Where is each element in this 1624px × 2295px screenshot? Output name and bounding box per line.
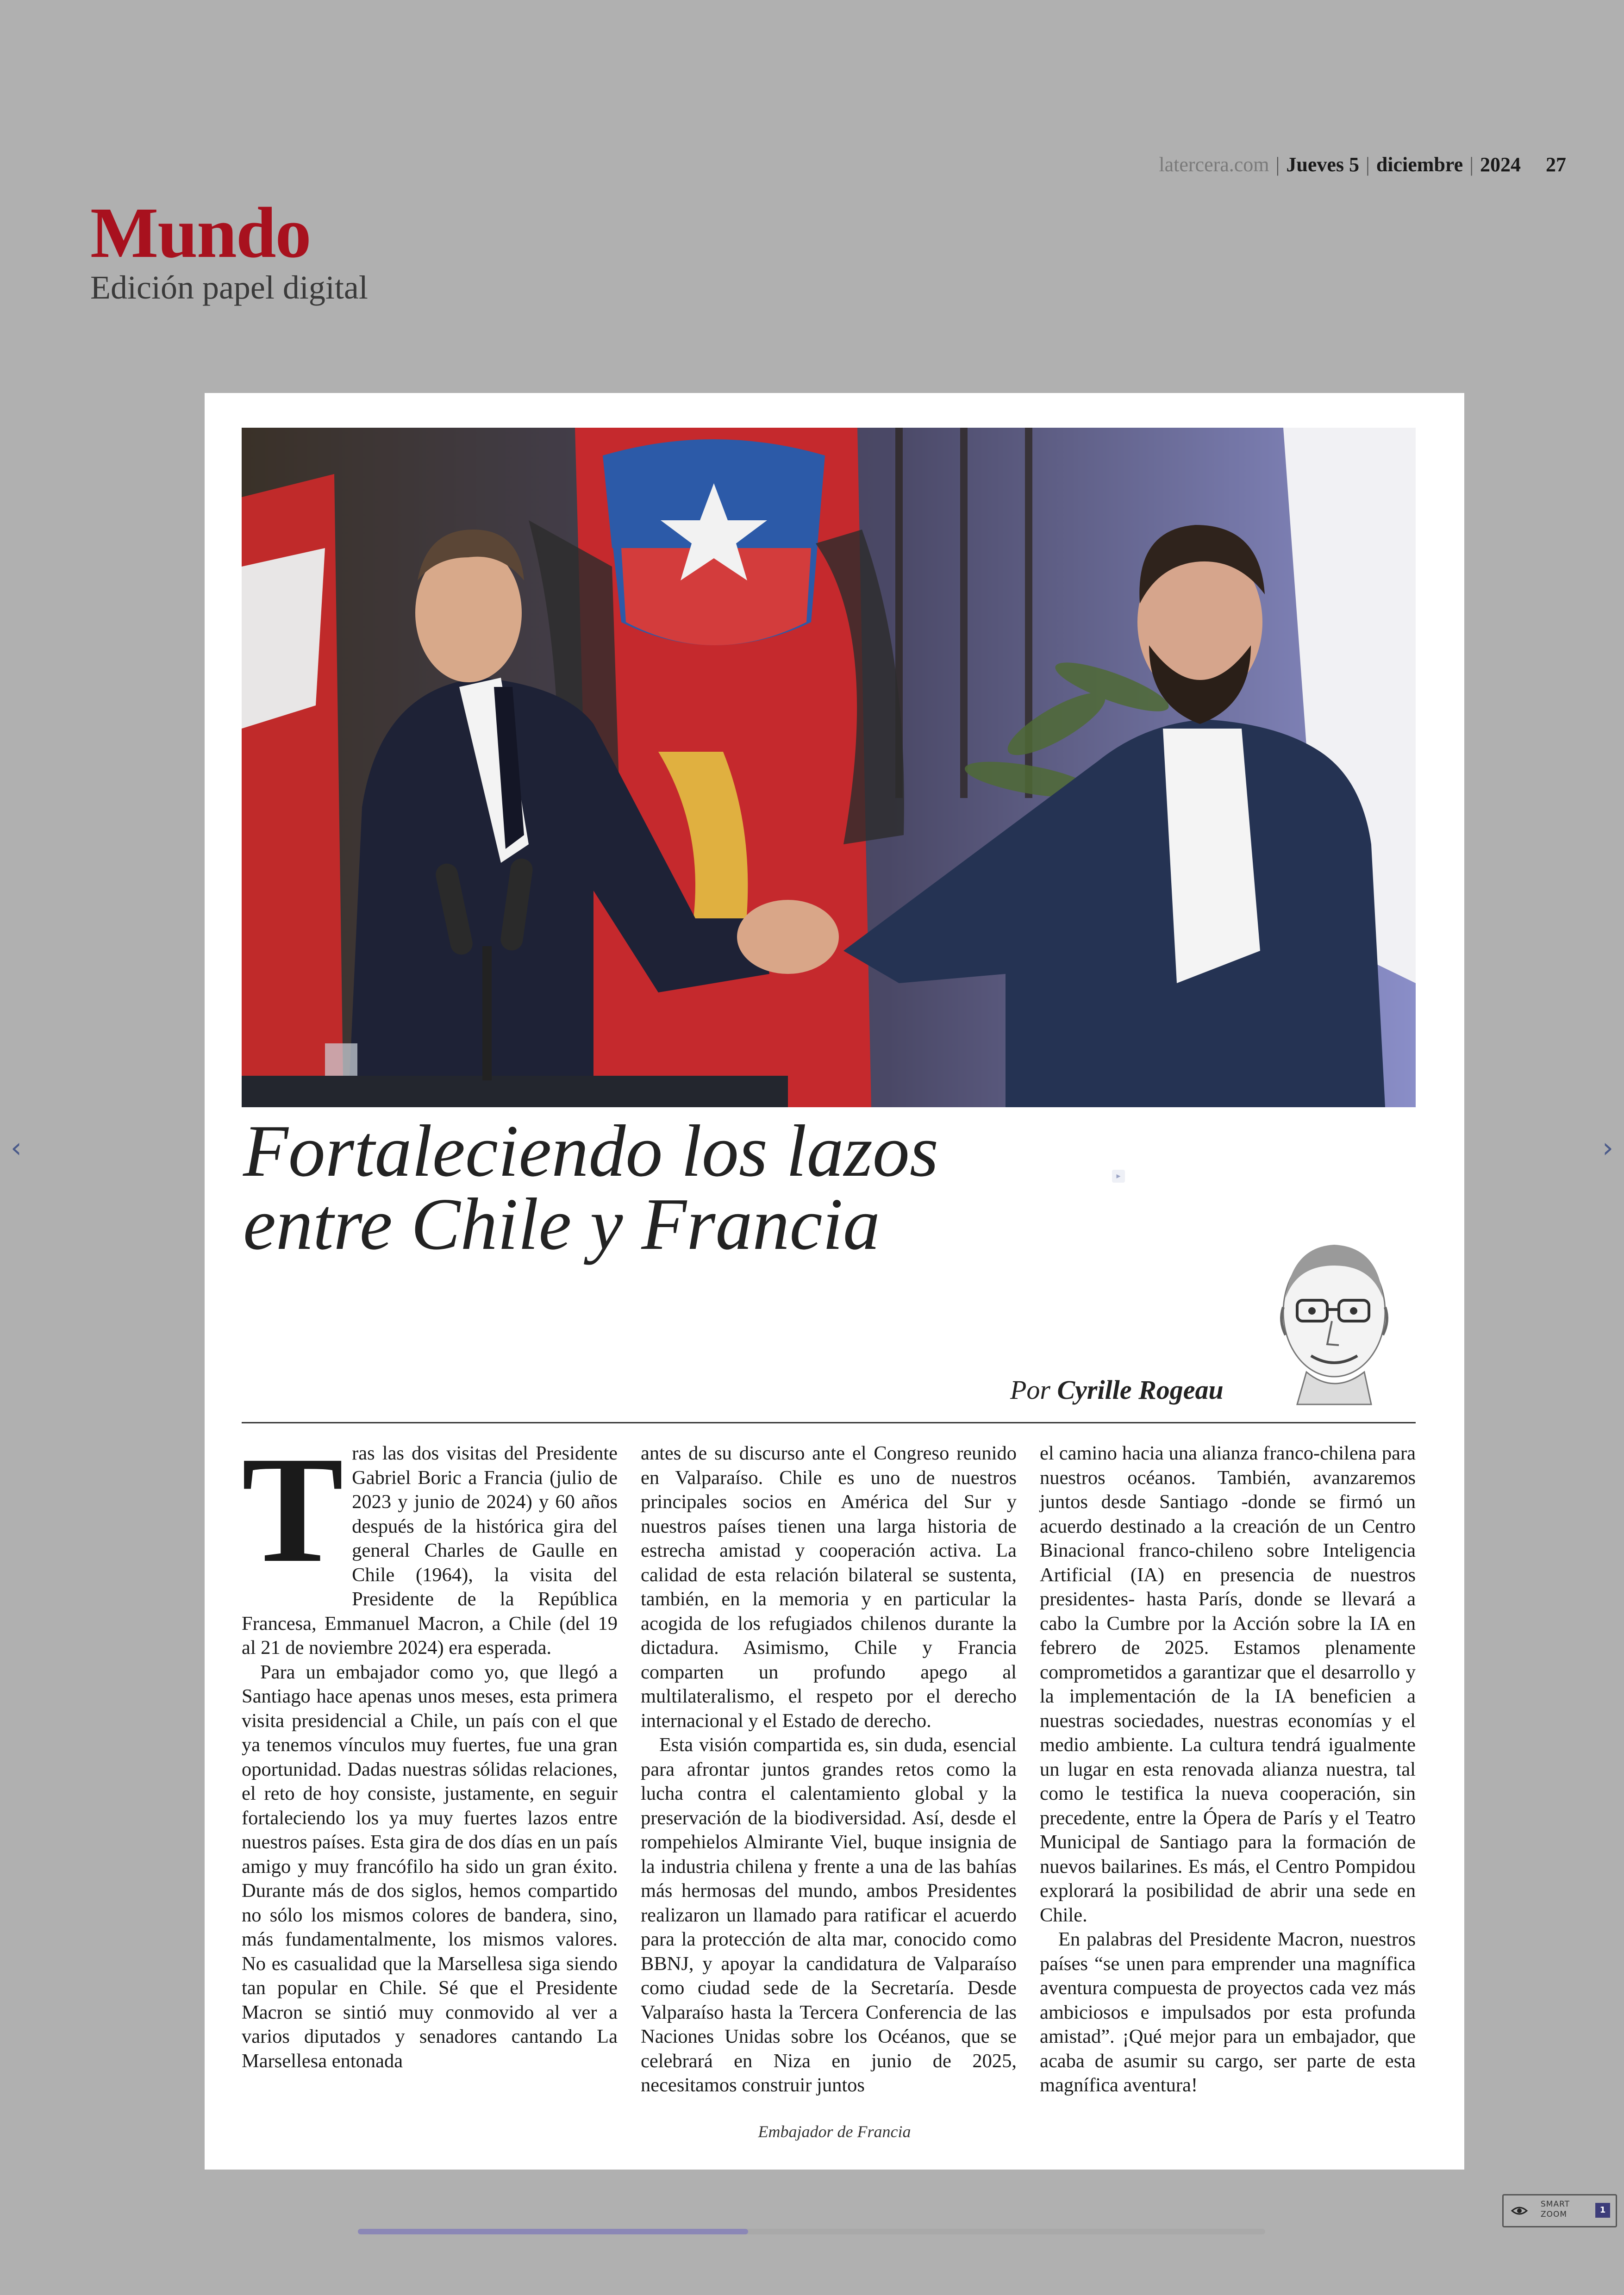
divider	[242, 1422, 1416, 1423]
progress-fill	[358, 2229, 748, 2234]
headline-line-1: Fortaleciendo los lazos	[243, 1110, 939, 1192]
paragraph: Esta visión compartida es, sin duda, esencial para afrontar juntos grandes retos como la lucha contra el calentamiento global y la preservación de la biodiversidad. Así, desde el rompehielos Almirante Viel, buque insignia de la industria chilena y frente a una de las bahías más hermosas del mundo, ambos Presidentes realizaron un llamado para ratificar el acuerdo para la protección de alta mar, conocido como BBNJ, y apoyar la candidatura de Valparaíso como ciudad sede de la Secretaría. Desde Valparaíso hasta la Tercera Conferencia de las Naciones Unidas sobre los Océanos, que se celebrará en Niza en junio de 2025, necesitamos construir juntos	[641, 1734, 1017, 2096]
author-title: Embajador de Francia	[758, 2122, 911, 2141]
site-name: latercera.com	[1159, 153, 1269, 176]
edition-subtitle: Edición papel digital	[90, 269, 368, 306]
article-column-1	[242, 1425, 618, 2072]
drop-cap: T	[242, 1425, 344, 1594]
page-progress-slider[interactable]	[358, 2229, 1265, 2234]
prev-page-button[interactable]	[2, 1129, 30, 1166]
eye-icon	[1510, 2201, 1529, 2220]
paragraph: el camino hacia una alianza franco-chilena para nuestros océanos. También, avanzaremos juntos desde Santiago -donde se firmó un acuerdo destinado a la creación de un Centro Binacional franco-chileno sobre Inteligencia Artificial (IA) en presencia de nuestros presidentes- hasta París, donde se llevará a cabo la Cumbre por la Acción sobre la IA en febrero de 2025. Estamos plenamente comprometidos a garantizar que el desarrollo y la implementación de la IA beneficien a nuestras sociedades, nuestras economías y el medio ambiente. La cultura tendrá igualmente un lugar en esta renovada alianza nuestra, tal como le testifica la nueva cooperación, sin precedente, entre la Ópera de París y el Teatro Municipal de Santiago para la formación de nuevos bailarines. Es más, el Centro Pompidou explorará la posibilidad de abrir una sede en Chile.	[1040, 1442, 1416, 1926]
page-number: 27	[1546, 153, 1566, 176]
article-photo	[242, 428, 1416, 1107]
newspaper-page[interactable]	[205, 393, 1464, 2170]
author-portrait	[1265, 1229, 1399, 1404]
smart-zoom-toggle[interactable]: 1	[1595, 2203, 1610, 2218]
chevron-left-icon: ‹	[11, 1132, 22, 1164]
article-headline	[243, 1110, 1123, 1265]
date-month: diciembre	[1376, 153, 1463, 176]
byline-prefix: Por	[1010, 1375, 1050, 1405]
article-column-3	[1040, 1441, 1416, 2096]
section-title: Mundo	[90, 193, 311, 273]
date-year: 2024	[1480, 153, 1521, 176]
dateline: latercera.com | Jueves 5 | diciembre | 2024 27	[1159, 153, 1566, 176]
smart-zoom-control[interactable]	[1502, 2194, 1617, 2227]
paragraph: antes de su discurso ante el Congreso reunido en Valparaíso. Chile es uno de nuestros principales socios en América del Sur y nuestros países tienen una larga historia de estrecha amistad y cooperación activa. La calidad de esta relación bilateral se sustenta, también, en la memoria y en particular la acogida de los refugiados chilenos durante la dictadura. Asimismo, Chile y Francia comparten un profundo apego al multilateralismo, el respeto por el derecho internacional y el Estado de derecho.	[641, 1442, 1017, 1732]
date-day: Jueves 5	[1286, 153, 1359, 176]
smart-zoom-label: SMART ZOOM	[1541, 2200, 1570, 2219]
byline	[1010, 1374, 1224, 1405]
paragraph: ras las dos visitas del Presidente Gabriel Boric a Francia (julio de 2023 y junio de 2024) y 60 años después de la histórica gira del general Charles de Gaulle en Chile (1964), la visita del Presidente de la República Francesa, Emmanuel Macron, a Chile (del 19 al 21 de noviembre 2024) era esperada.	[242, 1442, 618, 1659]
article-column-2	[641, 1441, 1017, 2096]
next-page-button[interactable]	[1594, 1129, 1622, 1166]
paragraph: Para un embajador como yo, que llegó a Santiago hace apenas unos meses, esta primera visita presidencial a Chile, un país con el que ya tenemos vínculos muy fuertes, fue una gran oportunidad. Dadas nuestras sólidas relaciones, el reto de hoy consiste, justamente, en seguir fortaleciendo los ya muy fuertes lazos entre nuestros países. Esta gira de dos días en un país amigo y muy francófilo ha sido un gran éxito. Durante más de dos siglos, hemos compartido no sólo los mismos colores de bandera, sino, más fundamentalmente, los mismos valores. No es casualidad que la Marsellesa siga siendo tan popular en Chile. Sé que el Presidente Macron se sintió muy conmovido al ver a varios diputados y senadores cantando La Marsellesa entonada	[242, 1661, 618, 2072]
headline-line-2: entre Chile y Francia	[243, 1183, 880, 1265]
chevron-right-icon: ›	[1602, 1132, 1613, 1164]
paragraph: En palabras del Presidente Macron, nuestros países “se unen para emprender una magnífica aventura compuesta de proyectos cada vez más ambiciosos e impulsados por esta profunda amistad”. ¡Qué mejor para un embajador, que acaba de asumir su cargo, ser parte de esta magnífica aventura!	[1040, 1928, 1416, 2096]
media-marker-icon[interactable]: ▸	[1112, 1170, 1125, 1183]
author-name: Cyrille Rogeau	[1057, 1375, 1224, 1405]
